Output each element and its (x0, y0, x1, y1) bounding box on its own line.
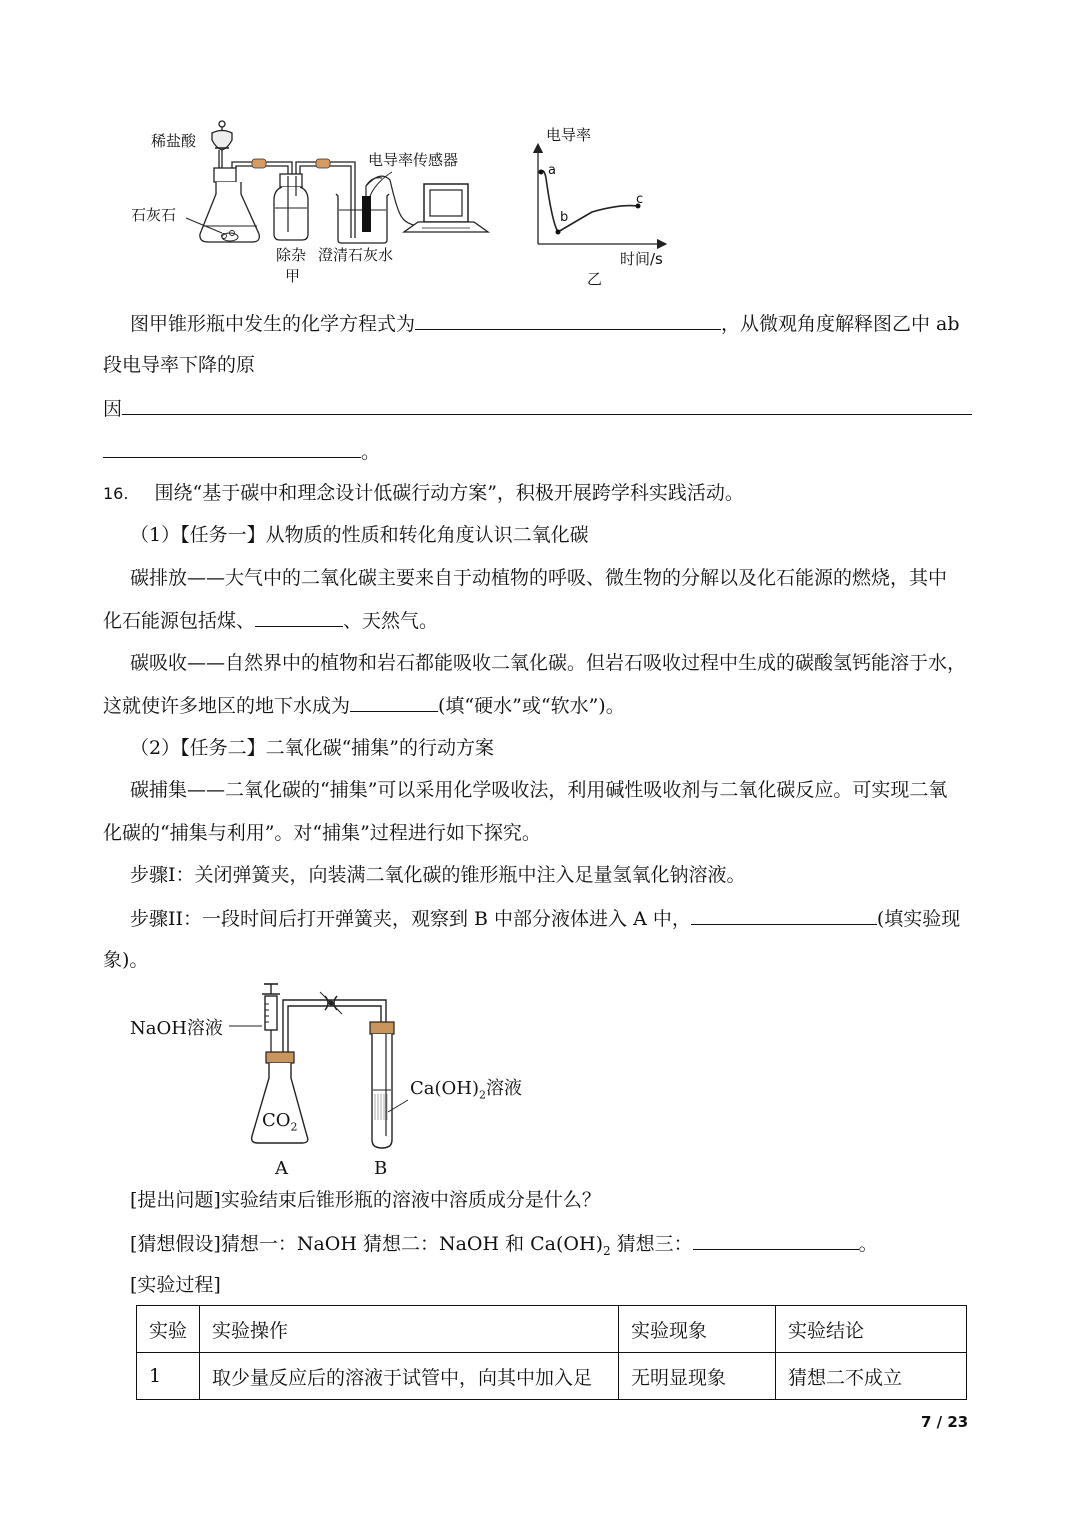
q15-line-4: 。 (103, 437, 380, 466)
graph-label-a: a (548, 163, 556, 178)
label-b: B (374, 1158, 388, 1179)
capture-line-2: 化碳的“捕集与利用”。对“捕集”过程进行如下探究。 (103, 822, 541, 844)
absorb-line-1: 碳吸收——自然界中的植物和岩石都能吸收二氧化碳。但岩石吸收过程中生成的碳酸氢钙能溶于水， (130, 652, 967, 674)
table-row (137, 1353, 967, 1400)
inquiry-hypothesis: [猜想假设]猜想一：NaOH 猜想二：NaOH 和 $Ca(OH)_2$ 猜想三： 。 (130, 1229, 878, 1265)
table-cell: 1 (137, 1353, 200, 1400)
graph-label-b: b (560, 210, 569, 225)
step-2: 步骤II：一段时间后打开弹簧夹，观察到 B 中部分液体进入 A 中， (填实验现 (130, 904, 960, 933)
graph-y-label: 电导率 (546, 126, 592, 144)
label-a: A (275, 1158, 288, 1179)
label-limestone: 石灰石 (131, 206, 177, 224)
emission-line-1: 碳排放——大气中的二氧化碳主要来自于动植物的呼吸、微生物的分解以及化石能源的燃烧，其中 (130, 567, 948, 589)
label-dilute-hcl: 稀盐酸 (151, 132, 197, 150)
table-header-cell: 实验结论 (776, 1306, 967, 1353)
table-cell: 无明显现象 (619, 1353, 776, 1400)
label-limewater: 澄清石灰水 (318, 246, 394, 264)
label-conductivity-sensor: 电导率传感器 (368, 151, 459, 169)
graph-label-c: c (636, 192, 644, 207)
emission-line-2: 化石能源包括煤、 、天然气。 (103, 606, 438, 635)
absorb-line-2: 这就使许多地区的地下水成为 (填“硬水”或“软水”)。 (103, 691, 625, 720)
answer-blank-hypothesis-3[interactable] (693, 1229, 859, 1250)
experiment-table (136, 1305, 967, 1400)
question-number: 16. (103, 484, 129, 503)
label-figure-jia: 甲 (285, 267, 301, 285)
table-cell: 猜想二不成立 (776, 1353, 967, 1400)
table-header-row (137, 1306, 967, 1353)
label-naoh-solution: NaOH溶液 (130, 1018, 223, 1039)
graph-x-label: 时间/s (620, 250, 663, 268)
label-impurity-removal: 除杂 (276, 246, 307, 264)
capture-line-1: 碳捕集——二氧化碳的“捕集”可以采用化学吸收法，利用碱性吸收剂与二氧化碳反应。可实现二氧 (130, 779, 948, 801)
q15-line-2: 段电导率下降的原 (103, 354, 256, 376)
label-figure-yi: 乙 (587, 270, 603, 288)
inquiry-question: [提出问题]实验结束后锥形瓶的溶液中溶质成分是什么？ (130, 1189, 601, 1211)
label-co2: $CO_2$ (262, 1110, 298, 1134)
table-header-cell: 实验现象 (619, 1306, 776, 1353)
table-cell: 取少量反应后的溶液于试管中，向其中加入足 (200, 1353, 619, 1400)
table-header-cell: 实验操作 (200, 1306, 619, 1353)
q15-line-3: 因 (103, 394, 972, 423)
label-caoh2-solution: $Ca(OH)_2$溶液 (410, 1078, 523, 1102)
task1-heading: （1）【任务一】从物质的性质和转化角度认识二氧化碳 (130, 524, 589, 546)
step-1: 步骤I：关闭弹簧夹，向装满二氧化碳的锥形瓶中注入足量氢氧化钠溶液。 (130, 864, 746, 886)
inquiry-process: [实验过程] (130, 1274, 221, 1296)
table-header-cell: 实验 (137, 1306, 200, 1353)
page-number: 7 / 23 (921, 1413, 969, 1431)
task2-heading: （2）【任务二】二氧化碳“捕集”的行动方案 (130, 737, 495, 759)
q16-intro: 16. 围绕“基于碳中和理念设计低碳行动方案”，积极开展跨学科实践活动。 (103, 482, 744, 504)
step-2-cont: 象)。 (103, 949, 149, 971)
q15-line-1: 图甲锥形瓶中发生的化学方程式为 ，从微观角度解释图乙中 ab (130, 309, 960, 338)
